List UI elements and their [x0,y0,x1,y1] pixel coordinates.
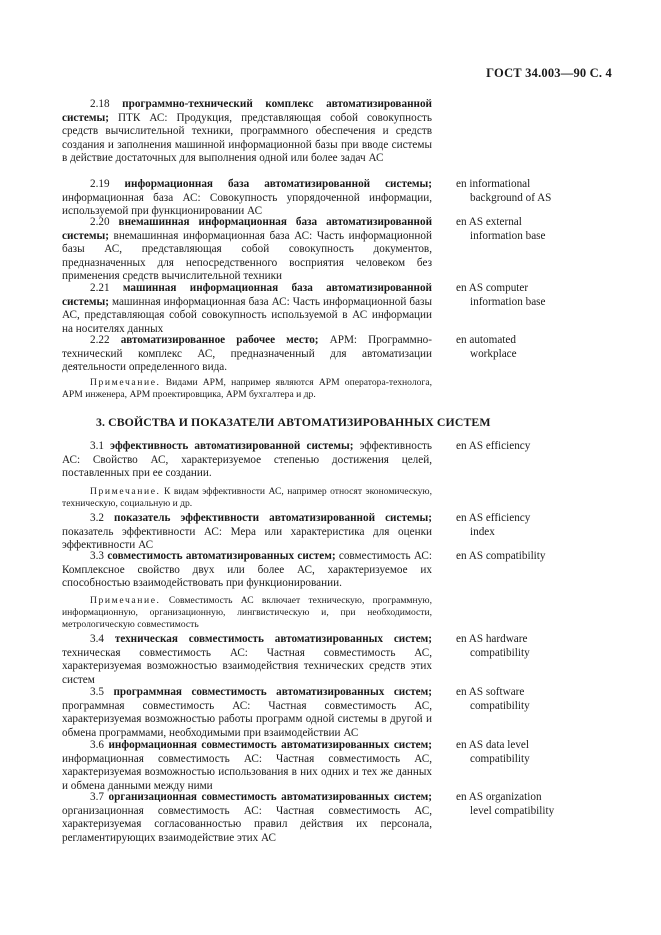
entry-number: 2.22 [90,334,110,346]
entry-definition: ПТК АС: Продукция, представляющая собой совокупность средств вычислительной техники, программного обеспечения и средств создания и заполнения машинной информационной базы при вводе системы в действие достаточных для выполнения одной или более задач АС [62,111,432,165]
english-equivalent-2-22: en automated workplace [456,334,517,360]
entry-number: 2.21 [90,282,110,294]
term-entry-2-22 [62,334,432,375]
term-entry-3-7 [62,791,432,845]
note-label: Примечание. [90,486,161,497]
term-entry-2-19 [62,178,432,219]
entry-number: 2.19 [90,178,110,190]
entry-term: эффективность автоматизированной системы; [110,440,354,452]
entry-term: программно-технический комплекс автоматизированной системы; [62,98,432,124]
note-compatibility-types [62,595,432,632]
entry-term: информационная база автоматизированной системы; [124,178,432,190]
entry-definition: эффективность АС: Свойство АС, характеризуемое степенью достижения целей, поставленных при ее создании. [62,440,433,480]
entry-definition: АРМ: Программно-технический комплекс АС, предназначенный для автоматизации деятельности определенного вида. [62,334,433,374]
english-equivalent-3-3: en AS compatibility [456,550,546,562]
note-text: Совместимость АС включает техническую, программную, информационную, организационную, лингвистическую и, при необходимости, метрологическую совместимость [62,595,432,631]
english-equivalent-2-19: en informational background of AS [456,178,552,204]
term-entry-2-20 [62,216,432,284]
term-entry-3-4 [62,633,432,687]
term-entry-3-1 [62,440,432,481]
english-equivalent-3-5: en AS software compatibility [456,686,530,712]
entry-number: 3.7 [90,791,104,803]
note-efficiency-types [62,486,432,510]
entry-number: 3.4 [90,633,104,645]
page-header: ГОСТ 34.003—90 С. 4 [486,66,612,80]
entry-definition: организационная совместимость АС: Частная совместимость АС, характеризуемая согласованностью правил действия их персонала, регламентирующих взаимодействие этих АС [62,804,432,844]
note-label: Примечание. [90,377,161,388]
entry-definition: внемашинная информационная база АС: Часть информационной базы АС, представляющая собой совокупность документов, предназначенных для непосредственного восприятия человеком без применения средств вычислительной техники [62,229,432,283]
entry-term: показатель эффективности автоматизированной системы; [114,512,433,524]
term-entry-3-3 [62,550,432,591]
entry-number: 2.20 [90,216,110,228]
note-arm-types [62,377,432,401]
entry-number: 3.5 [90,686,104,698]
english-equivalent-2-20: en AS external information base [456,216,546,242]
entry-definition: показатель эффективности АС: Мера или характеристика для оценки эффективности АС [62,525,432,552]
section-title: 3. СВОЙСТВА И ПОКАЗАТЕЛИ АВТОМАТИЗИРОВАННЫХ СИСТЕМ [96,415,491,429]
entry-term: автоматизированное рабочее место; [120,334,319,346]
english-equivalent-3-1: en AS efficiency [456,440,531,452]
entry-number: 3.2 [90,512,104,524]
term-entry-3-6 [62,739,432,793]
entry-definition: информационная совместимость АС: Частная совместимость АС, характеризуемая возможностью использования в них одних и тех же данных и обмена данными между ними [62,752,432,792]
english-equivalent-2-21: en AS computer information base [456,282,546,308]
entry-definition: совместимость АС: Комплексное свойство двух или более АС, характеризуемое их способностью взаимодействовать при функционировании. [62,550,433,590]
term-entry-3-5 [62,686,432,740]
entry-term: организационная совместимость автоматизированных систем; [108,791,433,803]
english-equivalent-3-4: en AS hardware compatibility [456,633,530,659]
term-entry-2-18 [62,98,432,166]
entry-definition: информационная база АС: Совокупность упорядоченной информации, используемой при функционировании АС [62,191,432,218]
note-text: Видами АРМ, например являются АРМ оператора-технолога, АРМ инженера, АРМ проектировщика, АРМ бухгалтера и др. [62,377,433,401]
english-equivalent-3-2: en AS efficiency index [456,512,531,538]
term-entry-2-21 [62,282,432,336]
entry-number: 3.1 [90,440,104,452]
note-text: К видам эффективности АС, например относят экономическую, техническую, социальную и др. [62,486,432,510]
entry-term: машинная информационная база автоматизированной системы; [62,282,433,308]
entry-term: программная совместимость автоматизированных систем; [113,686,432,698]
entry-definition: техническая совместимость АС: Частная совместимость АС, характеризуемая возможностью взаимодействия технических средств этих систем [62,646,432,686]
entry-number: 3.3 [90,550,104,562]
term-entry-3-2 [62,512,432,553]
entry-term: внемашинная информационная база автоматизированной системы; [62,216,433,242]
entry-definition: программная совместимость АС: Частная совместимость АС, характеризуемая возможностью работы программ одной системы в другой и обмена программами, необходимыми при взаимодействии АС [62,699,432,739]
entry-number: 3.6 [90,739,104,751]
entry-term: техническая совместимость автоматизированных систем; [114,633,433,645]
entry-definition: машинная информационная база АС: Часть информационной базы АС, представляющая собой совокупность используемой в АС информации на носителях данных [62,295,432,335]
entry-term: информационная совместимость автоматизированных систем; [108,739,432,751]
english-equivalent-3-6: en AS data level compatibility [456,739,530,765]
entry-number: 2.18 [90,98,110,110]
entry-term: совместимость автоматизированных систем; [107,550,336,562]
english-equivalent-3-7: en AS organization level compatibility [456,791,555,817]
note-label: Примечание. [90,595,161,606]
